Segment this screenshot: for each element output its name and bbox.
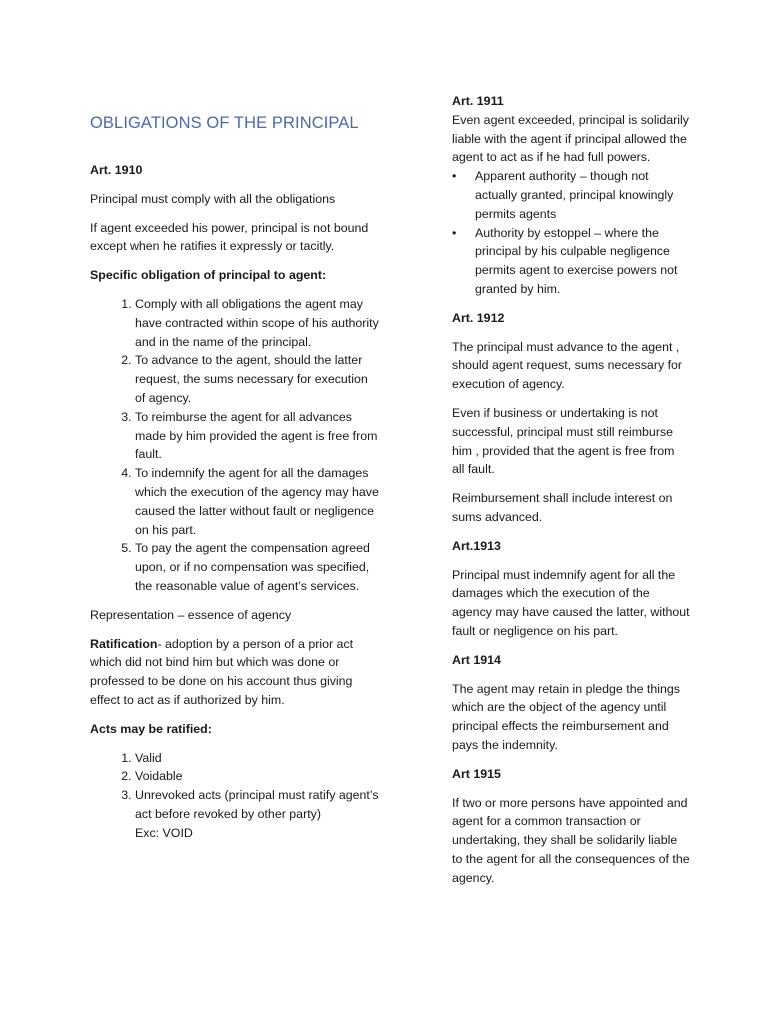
paragraph-ratification	[90, 635, 380, 710]
paragraph-1915: If two or more persons have appointed and agent for a common transaction or undertaking, they shall be solidarily liable to the agent for all the consequences of the agency.	[452, 795, 690, 885]
left-column	[90, 112, 380, 853]
acts-ratified-heading: Acts may be ratified:	[90, 721, 212, 736]
paragraph-1912-reimburse: Even if business or undertaking is not successful, principal must still reimburse him , provided that the agent is free from all fault.	[452, 405, 675, 477]
list-item-text: Unrevoked acts (principal must ratify agent’s act before revoked by other party)	[135, 788, 379, 821]
list-item: 4. To indemnify the agent for all the damages which the execution of the agency may have caused the latter without fault or negligence on his part.	[135, 464, 380, 539]
paragraph-1914: The agent may retain in pledge the things which are the object of the agency until principal effects the reimbursement and pays the indemnity.	[452, 681, 680, 752]
bullet-icon: •	[452, 169, 457, 184]
specific-obligations-list	[90, 295, 380, 596]
ratification-term: Ratification	[90, 636, 158, 651]
exception-note: Exc: VOID	[135, 825, 193, 840]
paragraph-1912-advance: The principal must advance to the agent , should agent request, sums necessary for execution of agency.	[452, 339, 683, 392]
article-heading-1911: Art. 1911	[452, 94, 504, 108]
paragraph-1912-interest: Reimbursement shall include interest on sums advanced.	[452, 491, 673, 524]
acts-ratified-list	[90, 749, 380, 843]
list-item-text: Apparent authority – though not actually granted, principal knowingly permits agents	[475, 169, 674, 221]
list-item: 1. Comply with all obligations the agent may have contracted within scope of his authority and in the name of the principal.	[135, 295, 380, 351]
list-item	[452, 224, 690, 299]
article-heading-1915: Art 1915	[452, 766, 501, 781]
article-heading-1913: Art.1913	[452, 538, 501, 553]
ratification-definition: - adoption by a person of a prior act which did not bind him but which was done or professed to be done on his account thus giving effect to act as if authorized by him.	[90, 636, 354, 707]
list-item: 1. Valid	[135, 749, 380, 768]
paragraph-exceeded: If agent exceeded his power, principal is not bound except when he ratifies it expressly or tacitly.	[90, 220, 369, 254]
bullet-icon: •	[452, 225, 457, 240]
list-item: 2. Voidable	[135, 767, 380, 786]
article-heading-1912: Art. 1912	[452, 310, 505, 325]
list-item	[135, 786, 380, 842]
page-title: OBLIGATIONS OF THE PRINCIPAL	[90, 114, 359, 132]
specific-obligations-heading: Specific obligation of principal to agent:	[90, 268, 327, 283]
list-item: 3. To reimburse the agent for all advances made by him provided the agent is free from fault.	[135, 408, 380, 464]
list-item	[452, 167, 690, 223]
paragraph-1911: Even agent exceeded, principal is solidarily liable with the agent if principal allowed the agent to act as if he had full powers.	[452, 112, 689, 165]
right-column	[452, 92, 690, 897]
list-item: 5. To pay the agent the compensation agreed upon, or if no compensation was specified, the reasonable value of agent’s services.	[135, 539, 380, 595]
article-heading-1910: Art. 1910	[90, 163, 143, 177]
art1911-bullet-list	[452, 167, 690, 299]
paragraph-comply: Principal must comply with all the obligations	[90, 191, 336, 206]
paragraph-1913: Principal must indemnify agent for all the damages which the execution of the agency may have caused the latter, without fault or negligence on his part.	[452, 567, 690, 638]
article-heading-1914: Art 1914	[452, 652, 501, 667]
list-item-text: Authority by estoppel – where the principal by his culpable negligence permits agent to exercise powers not granted by him.	[475, 225, 678, 296]
paragraph-representation: Representation – essence of agency	[90, 607, 292, 622]
list-item: 2. To advance to the agent, should the latter request, the sums necessary for execution of agency.	[135, 351, 380, 407]
